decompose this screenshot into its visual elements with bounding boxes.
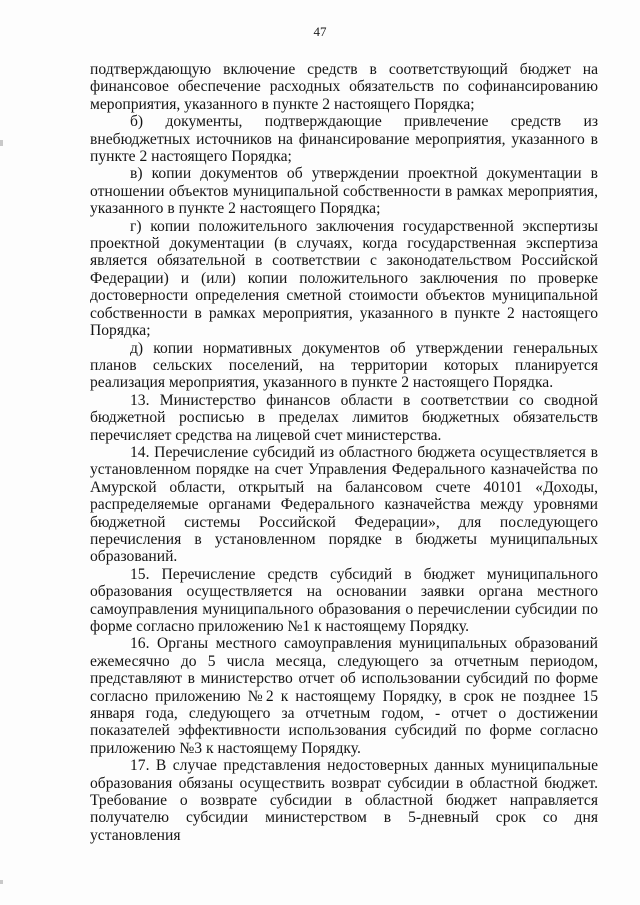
- page-number: 47: [313, 24, 327, 39]
- scan-artifact: [0, 140, 3, 146]
- scan-artifact: [0, 880, 3, 884]
- document-body: [90, 61, 598, 844]
- paragraph: д) копии нормативных документов об утверждении генеральных планов сельских поселений, на территории которых планируется реализация мероприятия, указанного в пункте 2 настоящего Порядка.: [90, 339, 598, 392]
- paragraph: г) копии положительного заключения государственной экспертизы проектной документации (в случаях, когда государственная экспертиза является обязательной в соответствии с законодательством Российской Федерации) и (или) копии положительного заключения по проверке достоверности определения сметной стоимости объектов муниципальной собственности в рамках мероприятия, указанного в пункте 2 настоящего Порядка;: [90, 217, 598, 340]
- paragraph: б) документы, подтверждающие привлечение средств из внебюджетных источников на финансирование мероприятия, указанного в пункте 2 настоящего Порядка;: [90, 113, 598, 166]
- paragraph: 14. Перечисление субсидий из областного бюджета осуществляется в установленном порядке на счет Управления Федерального казначейства по Амурской области, открытый на балансовом счете 40101 «Доходы, распределяемые органами Федерального казначейства между уровнями бюджетной системы Российской Федерации», для последующего перечисления в установленном порядке в бюджеты муниципальных образований.: [90, 443, 598, 566]
- paragraph: в) копии документов об утверждении проектной документации в отношении объектов муниципальной собственности в рамках мероприятия, указанного в пункте 2 настоящего Порядка;: [90, 165, 598, 218]
- paragraph: 17. В случае представления недостоверных данных муниципальные образования обязаны осуществить возврат субсидии в областной бюджет. Требование о возврате субсидии в областной бюджет направляется получателю субсидии министерством в 5-дневный срок со дня установления: [90, 757, 598, 844]
- paragraph: 13. Министерство финансов области в соответствии со сводной бюджетной росписью в пределах лимитов бюджетных обязательств перечисляет средства на лицевой счет министерства.: [90, 391, 598, 444]
- paragraph: 15. Перечисление средств субсидий в бюджет муниципального образования осуществляется на основании заявки органа местного самоуправления муниципального образования о перечислении субсидии по форме согласно приложению №1 к настоящему Порядку.: [90, 565, 598, 635]
- paragraph: подтверждающую включение средств в соответствующий бюджет на финансовое обеспечение расходных обязательств по софинансированию мероприятия, указанного в пункте 2 настоящего Порядка;: [90, 61, 598, 113]
- paragraph: 16. Органы местного самоуправления муниципальных образований ежемесячно до 5 числа месяца, следующего за отчетным периодом, представляют в министерство отчет об использовании субсидий по форме согласно приложению №2 к настоящему Порядку, в срок не позднее 15 января года, следующего за отчетным годом, - отчет о достижении показателей эффективности использования субсидий по форме согласно приложению №3 к настоящему Порядку.: [90, 635, 598, 757]
